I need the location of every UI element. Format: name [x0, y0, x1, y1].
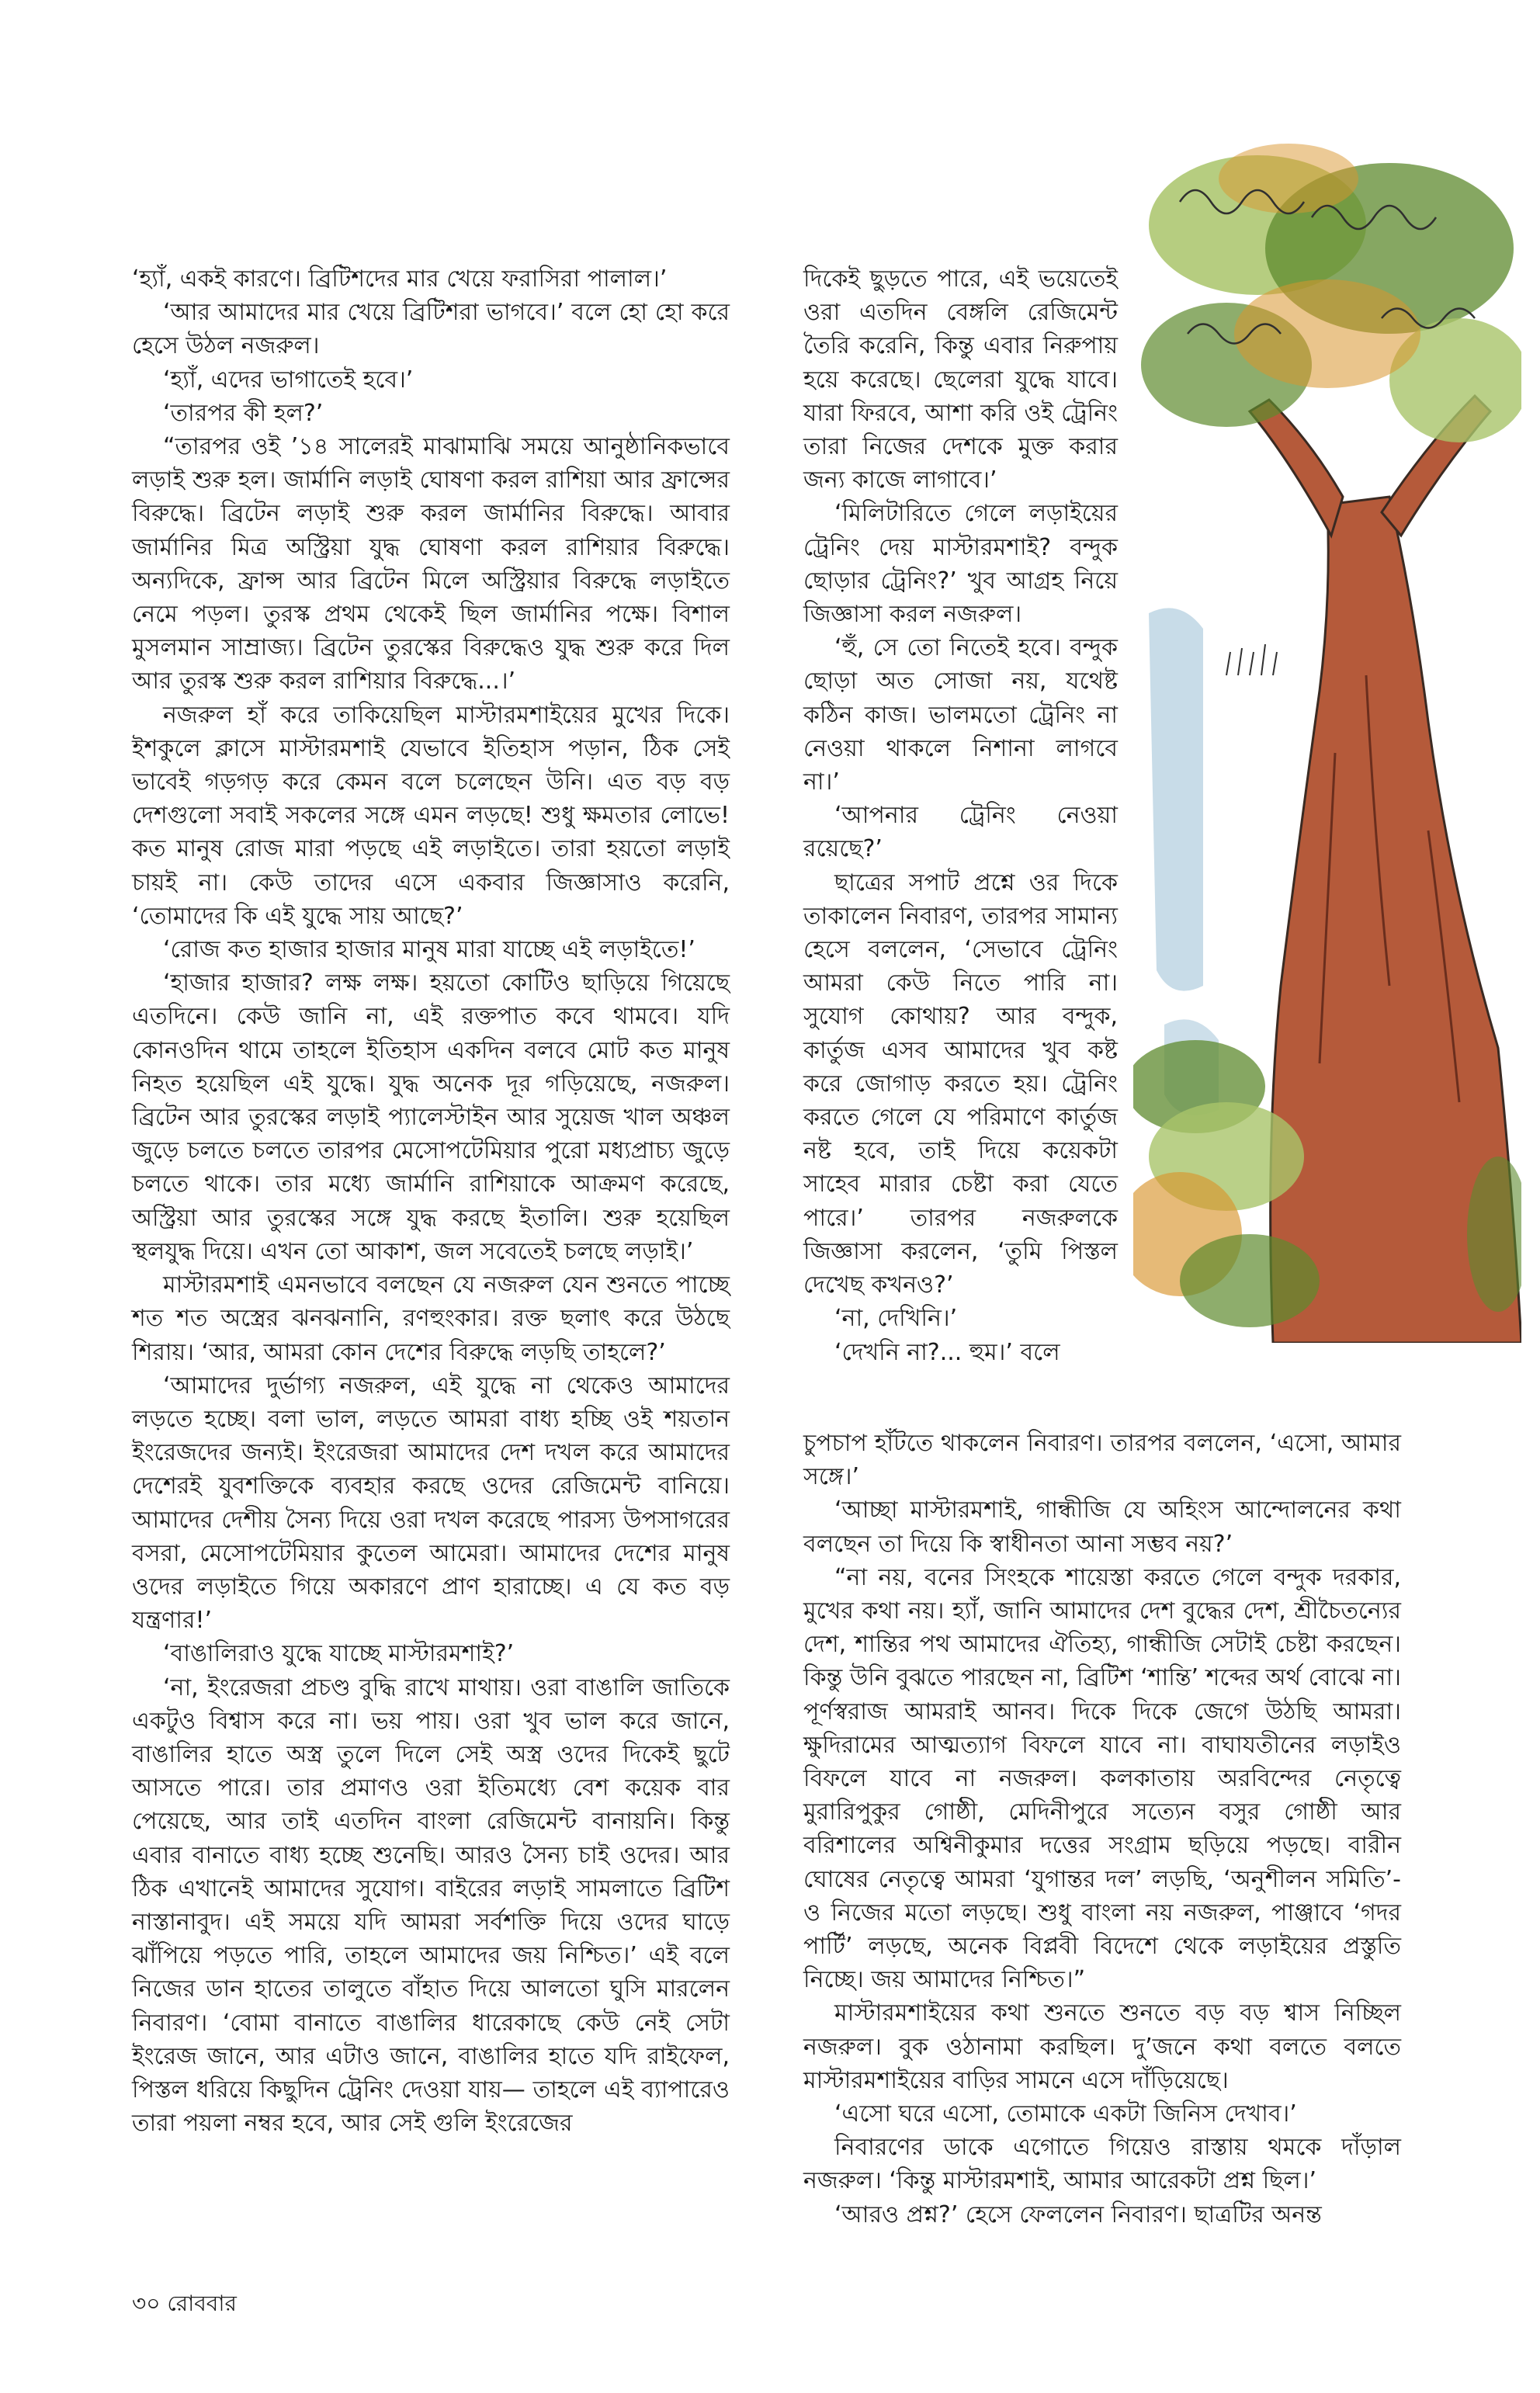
paragraph: ‘আরও প্রশ্ন?’ হেসে ফেললেন নিবারণ। ছাত্রটির অনন্ত: [834, 2201, 1322, 2228]
paragraph: ‘না, ইংরেজরা প্রচণ্ড বুদ্ধি রাখে মাথায়। ওরা বাঙালি জাতিকে একটুও বিশ্বাস করে না। ভয় পায়। ওরা খুব ভাল করে জানে, বাঙালির হাতে অস্ত্র তুলে দিলে সেই অস্ত্র ওদের দিকেই ছুটে আসতে পারে। তার প্রমাণও ওরা ইতিমধ্যে বেশ কয়েক বার পেয়েছে, আর তাই এতদিন বাংলা রেজিমেন্ট বানায়নি। কিন্তু এবার বানাতে বাধ্য হচ্ছে শুনেছি। আরও সৈন্য চাই ওদের। আর ঠিক এখানেই আমাদের সুযোগ। বাইরের লড়াই সামলাতে ব্রিটিশ নাস্তানাবুদ। এই সময়ে যদি আমরা সর্বশক্তি দিয়ে ওদের ঘাড়ে ঝাঁপিয়ে পড়তে পারি, তাহলে আমাদের জয় নিশ্চিত।’ এই বলে নিজের ডান হাতের তালুতে বাঁহাত দিয়ে আলতো ঘুসি মারলেন নিবারণ। ‘বোমা বানাতে বাঙালির ধারেকাছে কেউ নেই সেটা ইংরেজ জানে, আর এটাও জানে, বাঙালির হাতে যদি রাইফেল, পিস্তল ধরিয়ে কিছুদিন ট্রেনিং দেওয়া যায়— তাহলে এই ব্যাপারেও তারা পয়লা নম্বর হবে, আর সেই গুলি ইংরেজের: [132, 1673, 730, 2138]
paragraph: নজরুল হাঁ করে তাকিয়েছিল মাস্টারমশাইয়ের মুখের দিকে। ইশকুলে ক্লাসে মাস্টারমশাই যেভাবে ইতিহাস পড়ান, ঠিক সেই ভাবেই গড়গড় করে কেমন বলে চলেছেন উনি। এত বড় বড় দেশগুলো সবাই সকলের সঙ্গে এমন লড়ছে! শুধু ক্ষমতার লোভে! কত মানুষ রোজ মারা পড়ছে এই লড়াইতে। তারা হয়তো লড়াই চায়ই না। কেউ তাদের এসে একবার জিজ্ঞাসাও করেনি, ‘তোমাদের কি এই যুদ্ধে সায় আছে?’: [132, 701, 730, 930]
paragraph: ‘রোজ কত হাজার হাজার মানুষ মারা যাচ্ছে এই লড়াইতে!’: [163, 936, 695, 964]
paragraph: মাস্টারমশাই এমনভাবে বলছেন যে নজরুল যেন শুনতে পাচ্ছে শত শত অস্ত্রের ঝনঝনানি, রণহুংকার। রক্ত ছলাৎ করে উঠছে শিরায়। ‘আর, আমরা কোন দেশের বিরুদ্ধে লড়ছি তাহলে?’: [132, 1271, 730, 1366]
sky-patch: [1149, 608, 1203, 990]
paragraph: ‘আমাদের দুর্ভাগ্য নজরুল, এই যুদ্ধে না থেকেও আমাদের লড়তে হচ্ছে। বলা ভাল, লড়তে আমরা বাধ্য হচ্ছি ওই শয়তান ইংরেজদের জন্যই। ইংরেজরা আমাদের দেশ দখল করে আমাদের দেশেরই যুবশক্তিকে ব্যবহার করছে ওদের রেজিমেন্ট বানিয়ে। আমাদের দেশীয় সৈন্য দিয়ে ওরা দখল করেছে পারস্য উপসাগরের বসরা, মেসোপটেমিয়ার কুতেল আমেরা। আমাদের দেশের মানুষ ওদের লড়াইতে গিয়ে অকারণে প্রাণ হারাচ্ছে। এ যে কত বড় যন্ত্রণার!’: [132, 1372, 730, 1635]
grass-strokes: [1226, 644, 1277, 675]
paragraph: ‘দেখনি না?... হুম।’ বলে: [834, 1338, 1060, 1366]
paragraph: ‘তারপর কী হল?’: [163, 399, 324, 427]
paragraph: মাস্টারমশাইয়ের কথা শুনতে শুনতে বড় বড় শ্বাস নিচ্ছিল নজরুল। বুক ওঠানামা করছিল। দু’জনে কথা বলতে বলতে মাস্টারমশাইয়ের বাড়ির সামনে এসে দাঁড়িয়েছে।: [803, 1999, 1401, 2094]
right-column-top: [803, 262, 1118, 1369]
paragraph: ‘না, দেখিনি।’: [834, 1305, 958, 1333]
paragraph: ‘আচ্ছা মাস্টারমশাই, গান্ধীজি যে অহিংস আন্দোলনের কথা বলছেন তা দিয়ে কি স্বাধীনতা আনা সম্ভব নয়?’: [803, 1496, 1401, 1558]
page-footer: [132, 2290, 237, 2318]
paragraph: “না নয়, বনের সিংহকে শায়েস্তা করতে গেলে বন্দুক দরকার, মুখের কথা নয়। হ্যাঁ, জানি আমাদের দেশ বুদ্ধের দেশ, শ্রীচৈতন্যের দেশ, শান্তির পথ আমাদের ঐতিহ্য, গান্ধীজি সেটাই চেষ্টা করছেন। কিন্তু উনি বুঝতে পারছেন না, ব্রিটিশ ‘শান্তি’ শব্দের অর্থ বোঝে না। পূর্ণস্বরাজ আমরাই আনব। দিকে দিকে জেগে উঠছি আমরা। ক্ষুদিরামের আত্মত্যাগ বিফলে যাবে না। বাঘাযতীনের লড়াইও বিফলে যাবে না নজরুল। কলকাতায় অরবিন্দের নেতৃত্বে মুরারিপুকুর গোষ্ঠী, মেদিনীপুরে সত্যেন বসুর গোষ্ঠী আর বরিশালের অশ্বিনীকুমার দত্তের সংগ্রাম ছড়িয়ে পড়ছে। বারীন ঘোষের নেতৃত্বে আমরা ‘যুগান্তর দল’ লড়ছি, ‘অনুশীলন সমিতি’-ও নিজের মতো লড়ছে। শুধু বাংলা নয় নজরুল, পাঞ্জাবে ‘গদর পার্টি’ লড়ছে, অনেক বিপ্লবী বিদেশে থেকে লড়াইয়ের প্রস্তুতি নিচ্ছে। জয় আমাদের নিশ্চিত।”: [803, 1563, 1401, 1994]
paragraph: ‘হুঁ, সে তো নিতেই হবে। বন্দুক ছোড়া অত সোজা নয়, যথেষ্ট কঠিন কাজ। ভালমতো ট্রেনিং না নেওয়া থাকলে নিশানা লাগবে না।’: [803, 634, 1118, 796]
magazine-name: রোববার: [167, 2291, 237, 2316]
paragraph: ছাত্রের সপাট প্রশ্নে ওর দিকে তাকালেন নিবারণ, তারপর সামান্য হেসে বললেন, ‘সেভাবে ট্রেনিং আমরা কেউ নিতে পারি না। সুযোগ কোথায়? আর বন্দুক, কার্তুজ এসব আমাদের খুব কষ্ট করে জোগাড় করতে হয়। ট্রেনিং করতে গেলে যে পরিমাণে কার্তুজ নষ্ট হবে, তাই দিয়ে কয়েকটা সাহেব মারার চেষ্টা করা যেতে পারে।’ তারপর নজরুলকে জিজ্ঞাসা করলেন, ‘তুমি পিস্তল দেখেছ কখনও?’: [803, 869, 1118, 1299]
paragraph: ‘আর আমাদের মার খেয়ে ব্রিটিশরা ভাগবে।’ বলে হো হো করে হেসে উঠল নজরুল।: [132, 299, 730, 360]
foliage: [1234, 279, 1420, 388]
paragraph: ‘আপনার ট্রেনিং নেওয়া রয়েছে?’: [803, 802, 1118, 863]
paragraph: ‘হ্যাঁ, একই কারণে। ব্রিটিশদের মার খেয়ে ফরাসিরা পালাল।’: [132, 265, 668, 293]
paragraph: ‘এসো ঘরে এসো, তোমাকে একটা জিনিস দেখাব।’: [834, 2100, 1297, 2128]
tree-illustration: [1133, 132, 1521, 1343]
paragraph: “তারপর ওই ’১৪ সালেরই মাঝামাঝি সময়ে আনুষ্ঠানিকভাবে লড়াই শুরু হল। জার্মানি লড়াই ঘোষণা করল রাশিয়া আর ফ্রান্সের বিরুদ্ধে। ব্রিটেন লড়াই শুরু করল জার্মানির বিরুদ্ধে। আবার জার্মানির মিত্র অস্ট্রিয়া যুদ্ধ ঘোষণা করল রাশিয়ার বিরুদ্ধে। অন্যদিকে, ফ্রান্স আর ব্রিটেন মিলে অস্ট্রিয়ার বিরুদ্ধে লড়াইতে নেমে পড়ল। তুরস্ক প্রথম থেকেই ছিল জার্মানির পক্ষে। বিশাল মুসলমান সাম্রাজ্য। ব্রিটেন তুরস্কের বিরুদ্ধেও যুদ্ধ শুরু করে দিল আর তুরস্ক শুরু করল রাশিয়ার বিরুদ্ধে...।’: [132, 433, 730, 695]
paragraph: ‘বাঙালিরাও যুদ্ধে যাচ্ছে মাস্টারমশাই?’: [163, 1640, 515, 1668]
paragraph: ‘হাজার হাজার? লক্ষ লক্ষ। হয়তো কোটিও ছাড়িয়ে গিয়েছে এতদিনে। কেউ জানি না, এই রক্তপাত কবে থামবে। যদি কোনওদিন থামে তাহলে ইতিহাস একদিন বলবে মোট কত মানুষ নিহত হয়েছিল এই যুদ্ধে। যুদ্ধ অনেক দূর গড়িয়েছে, নজরুল। ব্রিটেন আর তুরস্কের লড়াই প্যালেস্টাইন আর সুয়েজ খাল অঞ্চল জুড়ে চলতে চলতে তারপর মেসোপটেমিয়ার পুরো মধ্যপ্রাচ্য জুড়ে চলতে থাকে। তার মধ্যে জার্মানি রাশিয়াকে আক্রমণ করেছে, অস্ট্রিয়া আর তুরস্কের সঙ্গে যুদ্ধ করছে ইতালি। শুরু হয়েছিল স্থলযুদ্ধ দিয়ে। এখন তো আকাশ, জল সবেতেই চলছে লড়াই।’: [132, 969, 730, 1265]
bush: [1180, 1234, 1320, 1327]
paragraph: চুপচাপ হাঁটতে থাকলেন নিবারণ। তারপর বললেন, ‘এসো, আমার সঙ্গে।’: [803, 1430, 1401, 1491]
paragraph: নিবারণের ডাকে এগোতে গিয়েও রাস্তায় থমকে দাঁড়াল নজরুল। ‘কিন্তু মাস্টারমশাই, আমার আরেকটা প্রশ্ন ছিল।’: [803, 2134, 1401, 2195]
page-number: ৩০: [132, 2291, 161, 2316]
foliage: [1219, 144, 1358, 213]
paragraph: ‘মিলিটারিতে গেলে লড়াইয়ের ট্রেনিং দেয় মাস্টারমশাই? বন্দুক ছোড়ার ট্রেনিং?’ খুব আগ্রহ নিয়ে জিজ্ঞাসা করল নজরুল।: [803, 500, 1118, 629]
left-column: [132, 262, 730, 2140]
paragraph: দিকেই ছুড়তে পারে, এই ভয়েতেই ওরা এতদিন বেঙ্গলি রেজিমেন্ট তৈরি করেনি, কিন্তু এবার নিরুপায় হয়ে করেছে। ছেলেরা যুদ্ধে যাবে। যারা ফিরবে, আশা করি ওই ট্রেনিং তারা নিজের দেশকে মুক্ত করার জন্য কাজে লাগাবে।’: [803, 265, 1118, 494]
right-column-bottom: [803, 1427, 1401, 2232]
paragraph: ‘হ্যাঁ, এদের ভাগাতেই হবে।’: [163, 366, 414, 394]
